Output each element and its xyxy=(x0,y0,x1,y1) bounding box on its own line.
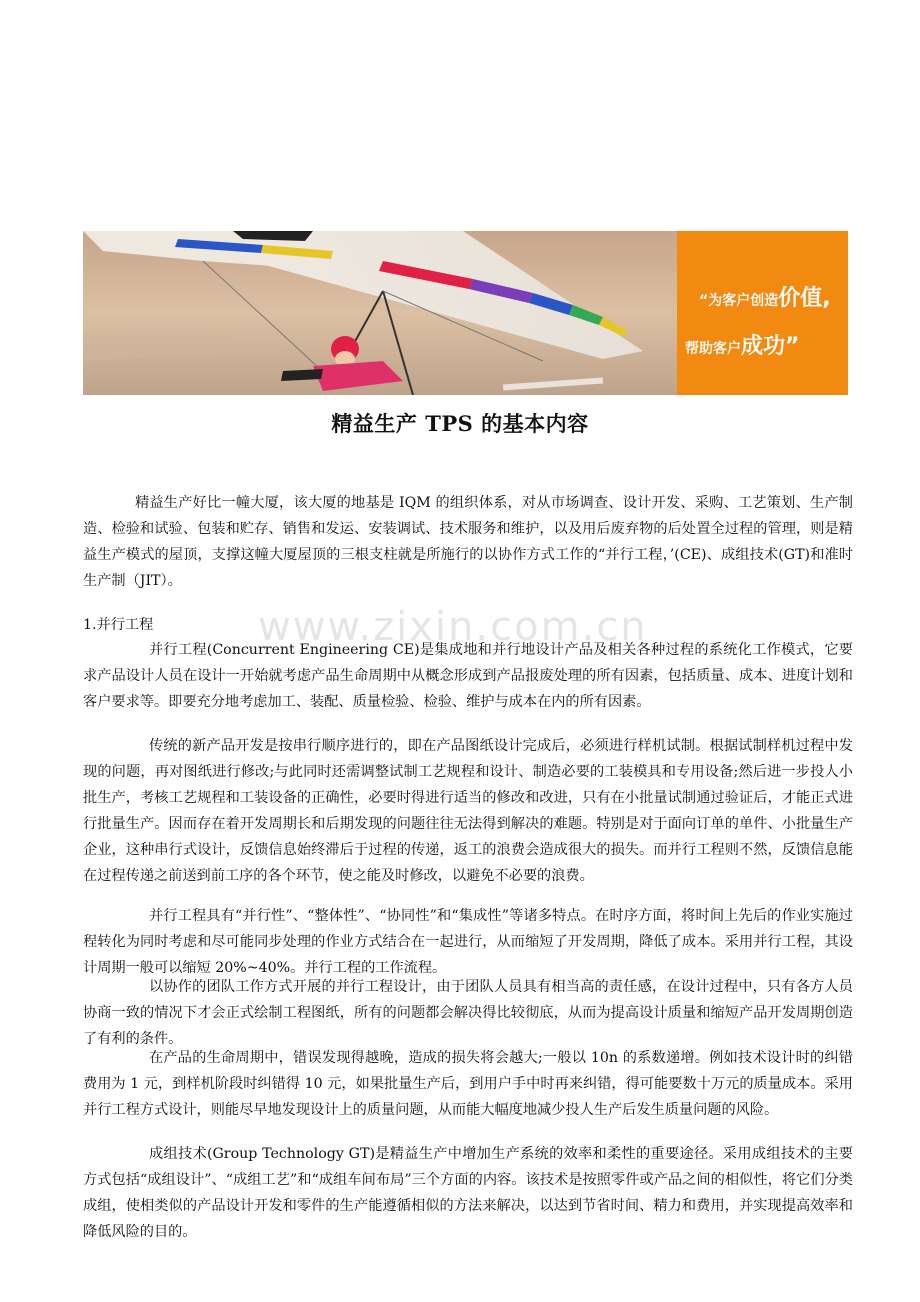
slogan-line-1-small: “为客户创造 xyxy=(699,293,779,309)
slogan-line-1-end: , xyxy=(822,286,831,311)
paragraph-team-collaboration: 以协作的团队工作方式开展的并行工程设计，由于团队人员具有相当高的责任感，在设计过程中，只有各方人员协商一致的情况下才会正式绘制工程图纸，所有的问题都会解决得比较彻底，从而为提高设计质量和缩短产品开发周期创造了有利的条件。 xyxy=(83,979,853,1047)
slogan-line-2-end: ” xyxy=(785,334,800,359)
paragraph-ce-definition: 并行工程(Concurrent Engineering CE)是集成地和并行地设计产品及相关各种过程的系统化工作模式，它要求产品设计人员在设计一开始就考虑产品生命周期中从概念形成到产品报废处理的所有因素，包括质量、成本、进度计划和客户要求等。即要充分地考虑加工、装配、质量检验、检验、维护与成本在内的所有因素。 xyxy=(83,642,853,710)
section-heading-concurrent-engineering: 1.并行工程 xyxy=(83,617,154,633)
header-banner xyxy=(83,231,848,395)
slogan-line-2-emphasis: 成功 xyxy=(741,334,786,359)
slogan-panel xyxy=(677,231,848,395)
slogan-line-2-small: 帮助客户 xyxy=(685,341,741,357)
paragraph-traditional-development: 传统的新产品开发是按串行顺序进行的，即在产品图纸设计完成后，必须进行样机试制。根据试制样机过程中发现的问题，再对图纸进行修改;与此同时还需调整试制工艺规程和设计、制造必要的工装模具和专用设备;然后进一步投人小批生产，考核工艺规程和工装设备的正确性，必要时得进行适当的修改和改进，只有在小批量试制通过验证后，才能正式进行批量生产。因而存在着开发周期长和后期发现的问题往往无法得到解决的难题。特别是对于面向订单的单件、小批量生产企业，这种串行式设计，反馈信息始终滞后于过程的传递，返工的浪费会造成很大的损失。而并行工程则不然，反馈信息能在过程传递之前送到前工序的各个环节，使之能及时修改，以避免不必要的浪费。 xyxy=(83,738,853,884)
paragraph-error-cost: 在产品的生命周期中，错误发现得越晚，造成的损失将会越大;一般以 10n 的系数递增。例如技术设计时的纠错费用为 1 元，到样机阶段时纠错得 10 元，如果批量生产后，到用户手中时再来纠错，得可能要数十万元的质量成本。采用并行工程方式设计，则能尽早地发现设计上的质量问题，从而能大幅度地减少投人生产后发生质量问题的风险。 xyxy=(83,1050,853,1118)
intro-paragraph: 精益生产好比一幢大厦，该大厦的地基是 IQM 的组织体系，对从市场调查、设计开发、采购、工艺策划、生产制造、检验和试验、包装和贮存、销售和发运、安装调试、技术服务和维护，以及用后废弃物的后处置全过程的管理，则是精益生产模式的屋顶，支撑这幢大厦屋顶的三根支柱就是所施行的以协作方式工作的“并行工程，’(CE)、成组技术(GT)和准时生产制（JIT）。 xyxy=(83,495,853,589)
document-title: 精益生产 TPS 的基本内容 xyxy=(331,411,589,436)
slogan-line-2 xyxy=(685,329,799,360)
hang-glider-photo xyxy=(83,231,677,395)
slogan-line-1 xyxy=(699,281,831,312)
hang-glider-illustration xyxy=(83,231,677,395)
paragraph-ce-features: 并行工程具有“并行性”、“整体性”、“协同性”和“集成性”等诸多特点。在时序方面，将时间上先后的作业实施过程转化为同时考虑和尽可能同步处理的作业方式结合在一起进行，从而缩短了开发周期，降低了成本。采用并行工程，其设计周期一般可以缩短 20%~40%。并行工程的工作流程。 xyxy=(83,908,853,976)
watermark: www.zixin.com.cn xyxy=(258,604,648,650)
paragraph-group-technology: 成组技术(Group Technology GT)是精益生产中增加生产系统的效率和柔性的重要途径。采用成组技术的主要方式包括“成组设计”、“成组工艺”和“成组车间布局”三个方面的内容。该技术是按照零件或产品之间的相似性，将它们分类成组，使相类似的产品设计开发和零件的生产能遵循相似的方法来解决，以达到节省时间、精力和费用，并实现提高效率和降低风险的目的。 xyxy=(83,1146,853,1240)
slogan-line-1-emphasis: 价值 xyxy=(778,286,823,311)
